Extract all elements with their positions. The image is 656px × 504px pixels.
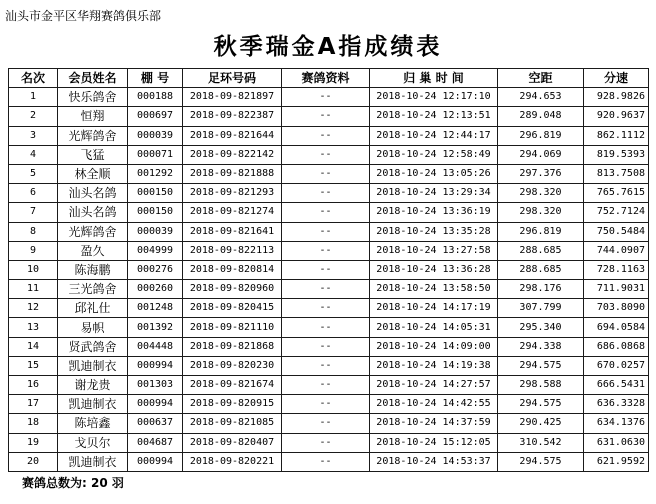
arrival-time-cell: 2018-10-24 13:35:28 xyxy=(370,222,498,241)
member-name-cell: 邱礼仕 xyxy=(58,299,128,318)
header-pigeon-info: 赛鸽资料 xyxy=(282,69,370,88)
ring-number-cell: 2018-09-821110 xyxy=(183,318,282,337)
table-row xyxy=(9,164,649,183)
table-row xyxy=(9,241,649,260)
ring-number-cell: 2018-09-820230 xyxy=(183,356,282,375)
rank-cell: 19 xyxy=(9,433,58,452)
table-row xyxy=(9,203,649,222)
arrival-time-cell: 2018-10-24 14:53:37 xyxy=(370,452,498,471)
pigeon-info-cell: -- xyxy=(282,452,370,471)
pigeon-info-cell: -- xyxy=(282,376,370,395)
member-name-cell: 凯迪制衣 xyxy=(58,395,128,414)
header-row xyxy=(9,69,649,88)
loft-number-cell: 000994 xyxy=(128,395,183,414)
speed-cell: 928.9826 xyxy=(584,88,649,107)
loft-number-cell: 001292 xyxy=(128,164,183,183)
member-name-cell: 谢龙贵 xyxy=(58,376,128,395)
arrival-time-cell: 2018-10-24 12:17:10 xyxy=(370,88,498,107)
arrival-time-cell: 2018-10-24 14:42:55 xyxy=(370,395,498,414)
ring-number-cell: 2018-09-821897 xyxy=(183,88,282,107)
loft-number-cell: 000276 xyxy=(128,260,183,279)
distance-cell: 295.340 xyxy=(498,318,584,337)
distance-cell: 307.799 xyxy=(498,299,584,318)
member-name-cell: 盈久 xyxy=(58,241,128,260)
arrival-time-cell: 2018-10-24 15:12:05 xyxy=(370,433,498,452)
ring-number-cell: 2018-09-821293 xyxy=(183,184,282,203)
rank-cell: 2 xyxy=(9,107,58,126)
distance-cell: 296.819 xyxy=(498,222,584,241)
member-name-cell: 光辉鸽舍 xyxy=(58,126,128,145)
distance-cell: 298.320 xyxy=(498,203,584,222)
total-count: 20 xyxy=(91,476,108,490)
total-label: 赛鸽总数为: xyxy=(22,476,87,490)
header-arrival-time: 归 巢 时 间 xyxy=(370,69,498,88)
distance-cell: 294.575 xyxy=(498,356,584,375)
page-title: 秋季瑞金A指成绩表 xyxy=(213,34,443,60)
ring-number-cell: 2018-09-820407 xyxy=(183,433,282,452)
arrival-time-cell: 2018-10-24 14:37:59 xyxy=(370,414,498,433)
distance-cell: 290.425 xyxy=(498,414,584,433)
member-name-cell: 凯迪制衣 xyxy=(58,452,128,471)
loft-number-cell: 000150 xyxy=(128,184,183,203)
rank-cell: 12 xyxy=(9,299,58,318)
distance-cell: 298.176 xyxy=(498,280,584,299)
member-name-cell: 易帜 xyxy=(58,318,128,337)
speed-cell: 744.0907 xyxy=(584,241,649,260)
ring-number-cell: 2018-09-820915 xyxy=(183,395,282,414)
loft-number-cell: 004687 xyxy=(128,433,183,452)
loft-number-cell: 000150 xyxy=(128,203,183,222)
arrival-time-cell: 2018-10-24 12:44:17 xyxy=(370,126,498,145)
table-row xyxy=(9,356,649,375)
ring-number-cell: 2018-09-821641 xyxy=(183,222,282,241)
pigeon-info-cell: -- xyxy=(282,88,370,107)
table-row xyxy=(9,395,649,414)
rank-cell: 11 xyxy=(9,280,58,299)
member-name-cell: 汕头名鸽 xyxy=(58,184,128,203)
ring-number-cell: 2018-09-821085 xyxy=(183,414,282,433)
pigeon-info-cell: -- xyxy=(282,241,370,260)
speed-cell: 703.8090 xyxy=(584,299,649,318)
rank-cell: 3 xyxy=(9,126,58,145)
pigeon-info-cell: -- xyxy=(282,318,370,337)
loft-number-cell: 000697 xyxy=(128,107,183,126)
loft-number-cell: 000071 xyxy=(128,145,183,164)
arrival-time-cell: 2018-10-24 14:27:57 xyxy=(370,376,498,395)
pigeon-info-cell: -- xyxy=(282,203,370,222)
header-speed: 分速 xyxy=(584,69,649,88)
club-name: 汕头市金平区华翔赛鸽俱乐部 xyxy=(5,9,162,23)
ring-number-cell: 2018-09-821274 xyxy=(183,203,282,222)
member-name-cell: 光辉鸽舍 xyxy=(58,222,128,241)
loft-number-cell: 000039 xyxy=(128,222,183,241)
ring-number-cell: 2018-09-822113 xyxy=(183,241,282,260)
member-name-cell: 凯迪制衣 xyxy=(58,356,128,375)
distance-cell: 294.575 xyxy=(498,452,584,471)
distance-cell: 310.542 xyxy=(498,433,584,452)
speed-cell: 920.9637 xyxy=(584,107,649,126)
table-row xyxy=(9,318,649,337)
pigeon-info-cell: -- xyxy=(282,433,370,452)
table-body xyxy=(9,88,649,472)
rank-cell: 8 xyxy=(9,222,58,241)
table-row xyxy=(9,376,649,395)
ring-number-cell: 2018-09-820415 xyxy=(183,299,282,318)
speed-cell: 750.5484 xyxy=(584,222,649,241)
rank-cell: 4 xyxy=(9,145,58,164)
ring-number-cell: 2018-09-820814 xyxy=(183,260,282,279)
arrival-time-cell: 2018-10-24 14:09:00 xyxy=(370,337,498,356)
rank-cell: 5 xyxy=(9,164,58,183)
member-name-cell: 快乐鸽舍 xyxy=(58,88,128,107)
arrival-time-cell: 2018-10-24 12:58:49 xyxy=(370,145,498,164)
speed-cell: 752.7124 xyxy=(584,203,649,222)
pigeon-info-cell: -- xyxy=(282,337,370,356)
loft-number-cell: 004448 xyxy=(128,337,183,356)
member-name-cell: 陈海鹏 xyxy=(58,260,128,279)
speed-cell: 711.9031 xyxy=(584,280,649,299)
arrival-time-cell: 2018-10-24 14:19:38 xyxy=(370,356,498,375)
distance-cell: 298.588 xyxy=(498,376,584,395)
speed-cell: 634.1376 xyxy=(584,414,649,433)
loft-number-cell: 000994 xyxy=(128,452,183,471)
arrival-time-cell: 2018-10-24 14:05:31 xyxy=(370,318,498,337)
rank-cell: 15 xyxy=(9,356,58,375)
distance-cell: 297.376 xyxy=(498,164,584,183)
loft-number-cell: 001392 xyxy=(128,318,183,337)
header-rank: 名次 xyxy=(9,69,58,88)
arrival-time-cell: 2018-10-24 13:58:50 xyxy=(370,280,498,299)
loft-number-cell: 000994 xyxy=(128,356,183,375)
pigeon-info-cell: -- xyxy=(282,414,370,433)
pigeon-info-cell: -- xyxy=(282,126,370,145)
loft-number-cell: 000637 xyxy=(128,414,183,433)
table-row xyxy=(9,433,649,452)
member-name-cell: 汕头名鸽 xyxy=(58,203,128,222)
rank-cell: 20 xyxy=(9,452,58,471)
table-row xyxy=(9,107,649,126)
table-row xyxy=(9,88,649,107)
member-name-cell: 恒翔 xyxy=(58,107,128,126)
pigeon-info-cell: -- xyxy=(282,222,370,241)
distance-cell: 289.048 xyxy=(498,107,584,126)
loft-number-cell: 001248 xyxy=(128,299,183,318)
arrival-time-cell: 2018-10-24 12:13:51 xyxy=(370,107,498,126)
table-row xyxy=(9,126,649,145)
rank-cell: 10 xyxy=(9,260,58,279)
header-ring-number: 足环号码 xyxy=(183,69,282,88)
arrival-time-cell: 2018-10-24 13:29:34 xyxy=(370,184,498,203)
header-member-name: 会员姓名 xyxy=(58,69,128,88)
rank-cell: 16 xyxy=(9,376,58,395)
table-row xyxy=(9,337,649,356)
distance-cell: 298.320 xyxy=(498,184,584,203)
rank-cell: 7 xyxy=(9,203,58,222)
table-row xyxy=(9,222,649,241)
speed-cell: 765.7615 xyxy=(584,184,649,203)
table-row xyxy=(9,414,649,433)
speed-cell: 694.0584 xyxy=(584,318,649,337)
speed-cell: 670.0257 xyxy=(584,356,649,375)
distance-cell: 294.653 xyxy=(498,88,584,107)
table-row xyxy=(9,145,649,164)
pigeon-info-cell: -- xyxy=(282,260,370,279)
arrival-time-cell: 2018-10-24 13:36:28 xyxy=(370,260,498,279)
table-row xyxy=(9,260,649,279)
speed-cell: 819.5393 xyxy=(584,145,649,164)
speed-cell: 728.1163 xyxy=(584,260,649,279)
member-name-cell: 林全顺 xyxy=(58,164,128,183)
member-name-cell: 陈培鑫 xyxy=(58,414,128,433)
header-distance: 空距 xyxy=(498,69,584,88)
rank-cell: 6 xyxy=(9,184,58,203)
pigeon-info-cell: -- xyxy=(282,395,370,414)
loft-number-cell: 004999 xyxy=(128,241,183,260)
table-header xyxy=(9,69,649,88)
rank-cell: 13 xyxy=(9,318,58,337)
speed-cell: 666.5431 xyxy=(584,376,649,395)
member-name-cell: 飞猛 xyxy=(58,145,128,164)
member-name-cell: 贤武鸽舍 xyxy=(58,337,128,356)
ring-number-cell: 2018-09-822142 xyxy=(183,145,282,164)
distance-cell: 296.819 xyxy=(498,126,584,145)
table-row xyxy=(9,184,649,203)
rank-cell: 14 xyxy=(9,337,58,356)
member-name-cell: 三光鸽舍 xyxy=(58,280,128,299)
arrival-time-cell: 2018-10-24 13:27:58 xyxy=(370,241,498,260)
loft-number-cell: 000039 xyxy=(128,126,183,145)
table-row xyxy=(9,299,649,318)
ring-number-cell: 2018-09-822387 xyxy=(183,107,282,126)
total-count-summary xyxy=(22,476,124,490)
ring-number-cell: 2018-09-820960 xyxy=(183,280,282,299)
distance-cell: 294.069 xyxy=(498,145,584,164)
speed-cell: 862.1112 xyxy=(584,126,649,145)
distance-cell: 294.575 xyxy=(498,395,584,414)
loft-number-cell: 000260 xyxy=(128,280,183,299)
speed-cell: 686.0868 xyxy=(584,337,649,356)
arrival-time-cell: 2018-10-24 13:05:26 xyxy=(370,164,498,183)
rank-cell: 9 xyxy=(9,241,58,260)
table-row xyxy=(9,280,649,299)
pigeon-info-cell: -- xyxy=(282,184,370,203)
ring-number-cell: 2018-09-821868 xyxy=(183,337,282,356)
distance-cell: 288.685 xyxy=(498,260,584,279)
loft-number-cell: 000188 xyxy=(128,88,183,107)
distance-cell: 288.685 xyxy=(498,241,584,260)
pigeon-info-cell: -- xyxy=(282,299,370,318)
speed-cell: 621.9592 xyxy=(584,452,649,471)
loft-number-cell: 001303 xyxy=(128,376,183,395)
rank-cell: 17 xyxy=(9,395,58,414)
speed-cell: 813.7508 xyxy=(584,164,649,183)
total-unit: 羽 xyxy=(111,476,124,490)
pigeon-info-cell: -- xyxy=(282,356,370,375)
rank-cell: 18 xyxy=(9,414,58,433)
pigeon-info-cell: -- xyxy=(282,145,370,164)
rank-cell: 1 xyxy=(9,88,58,107)
member-name-cell: 戈贝尔 xyxy=(58,433,128,452)
ring-number-cell: 2018-09-820221 xyxy=(183,452,282,471)
speed-cell: 636.3328 xyxy=(584,395,649,414)
arrival-time-cell: 2018-10-24 13:36:19 xyxy=(370,203,498,222)
results-table xyxy=(8,68,649,472)
pigeon-info-cell: -- xyxy=(282,164,370,183)
ring-number-cell: 2018-09-821888 xyxy=(183,164,282,183)
header-loft-number: 棚 号 xyxy=(128,69,183,88)
table-row xyxy=(9,452,649,471)
distance-cell: 294.338 xyxy=(498,337,584,356)
arrival-time-cell: 2018-10-24 14:17:19 xyxy=(370,299,498,318)
pigeon-info-cell: -- xyxy=(282,107,370,126)
ring-number-cell: 2018-09-821644 xyxy=(183,126,282,145)
speed-cell: 631.0630 xyxy=(584,433,649,452)
pigeon-info-cell: -- xyxy=(282,280,370,299)
ring-number-cell: 2018-09-821674 xyxy=(183,376,282,395)
